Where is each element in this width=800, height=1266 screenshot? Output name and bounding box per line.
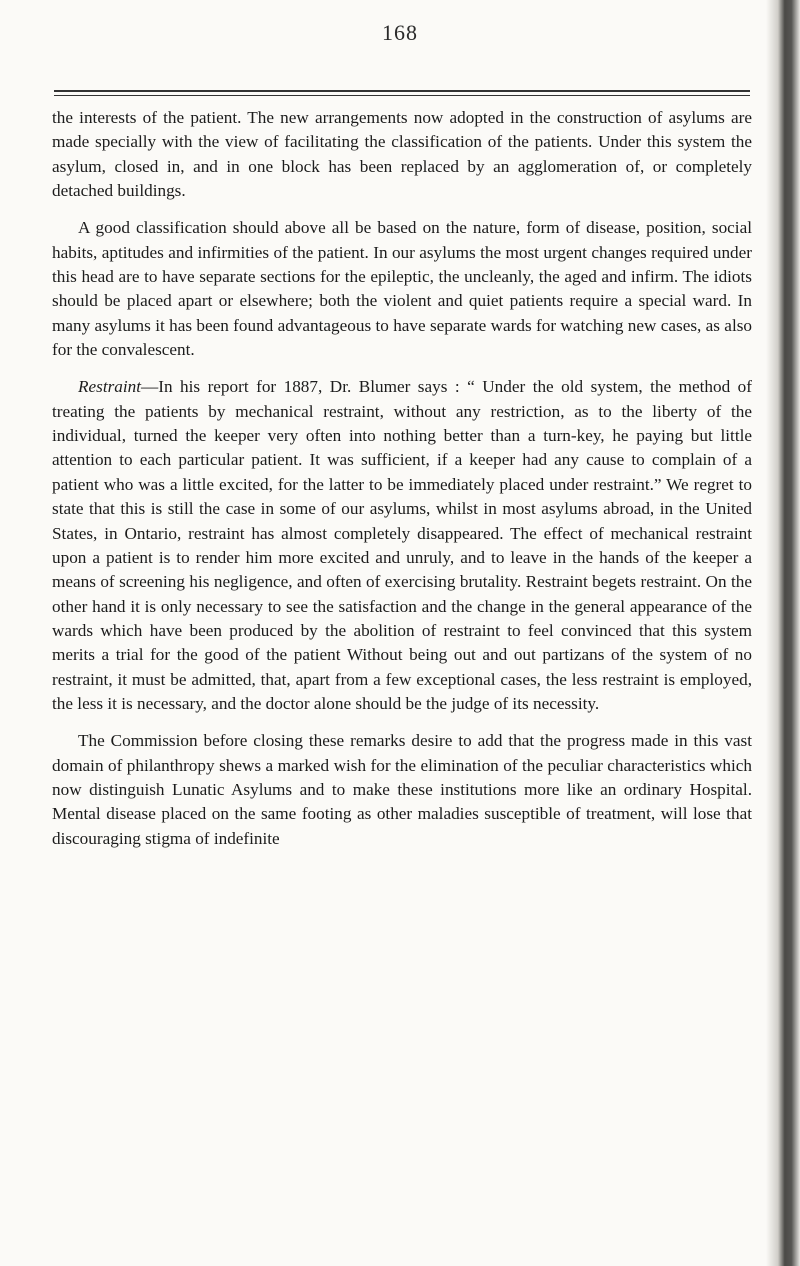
binding-edge bbox=[766, 0, 800, 1266]
paragraph-2-text: A good classification should above all be based on the nature, form of disease, position, social habits, aptitudes and infirmities of the patient. In our asylums the most urgent changes required under this head are to have separate sections for the epileptic, the uncleanly, the aged and infirm. The idiots should be placed apart or elsewhere; both the violent and quiet patients require a special ward. In many asylums it has been found advantageous to have separate wards for watching new cases, as also for the convalescent. bbox=[52, 218, 752, 360]
paragraph-4-text: The Commission before closing these remarks desire to add that the progress made in this vast domain of philanthropy shews a marked wish for the elimination of the peculiar characteristics which now distinguish Lunatic Asylums and to make these institutions more like an ordinary Hospital. Mental disease placed on the same footing as other maladies susceptible of treatment, will lose that discouraging stigma of indefinite bbox=[52, 731, 752, 848]
paragraph-2 bbox=[52, 216, 752, 362]
header-rule-thin bbox=[54, 95, 750, 96]
paragraph-1 bbox=[52, 106, 752, 203]
body-text bbox=[52, 106, 752, 864]
paragraph-4 bbox=[52, 729, 752, 851]
header-rule bbox=[54, 90, 750, 92]
page-number: 168 bbox=[382, 20, 418, 45]
paragraph-3-text: —In his report for 1887, Dr. Blumer says : “ Under the old system, the method of treating the patients by mechanical restraint, without any restriction, as to the liberty of the individual, turned the keeper very often into nothing better than a turn-key, he paying but little attention to each particular patient. It was sufficient, if a keeper had any cause to complain of a patient who was a little excited, for the latter to be immediately placed under restraint.” We regret to state that this is still the case in some of our asylums, whilst in most asylums abroad, in the United States, in Ontario, restraint has almost completely disappeared. The effect of mechanical restraint upon a patient is to render him more excited and unruly, and to leave in the hands of the keeper a means of screening his negligence, and often of exercising brutality. Restraint begets restraint. On the other hand it is only necessary to see the satisfaction and the change in the general appearance of the wards which have been produced by the abolition of restraint to feel convinced that this system merits a trial for the good of the patient Without being out and out partizans of the system of no restraint, it must be admitted, that, apart from a few exceptional cases, the less restraint is employed, the less it is necessary, and the doctor alone should be the judge of its necessity. bbox=[52, 377, 752, 713]
paragraph-3 bbox=[52, 375, 752, 716]
section-heading-restraint: Restraint bbox=[78, 377, 142, 397]
paragraph-1-text: the interests of the patient. The new arrangements now adopted in the construction of asylums are made specially with the view of facilitating the classification of the patients. Under this system the asylum, closed in, and in one block has been replaced by an agglomeration of, or completely detached buildings. bbox=[52, 108, 752, 201]
